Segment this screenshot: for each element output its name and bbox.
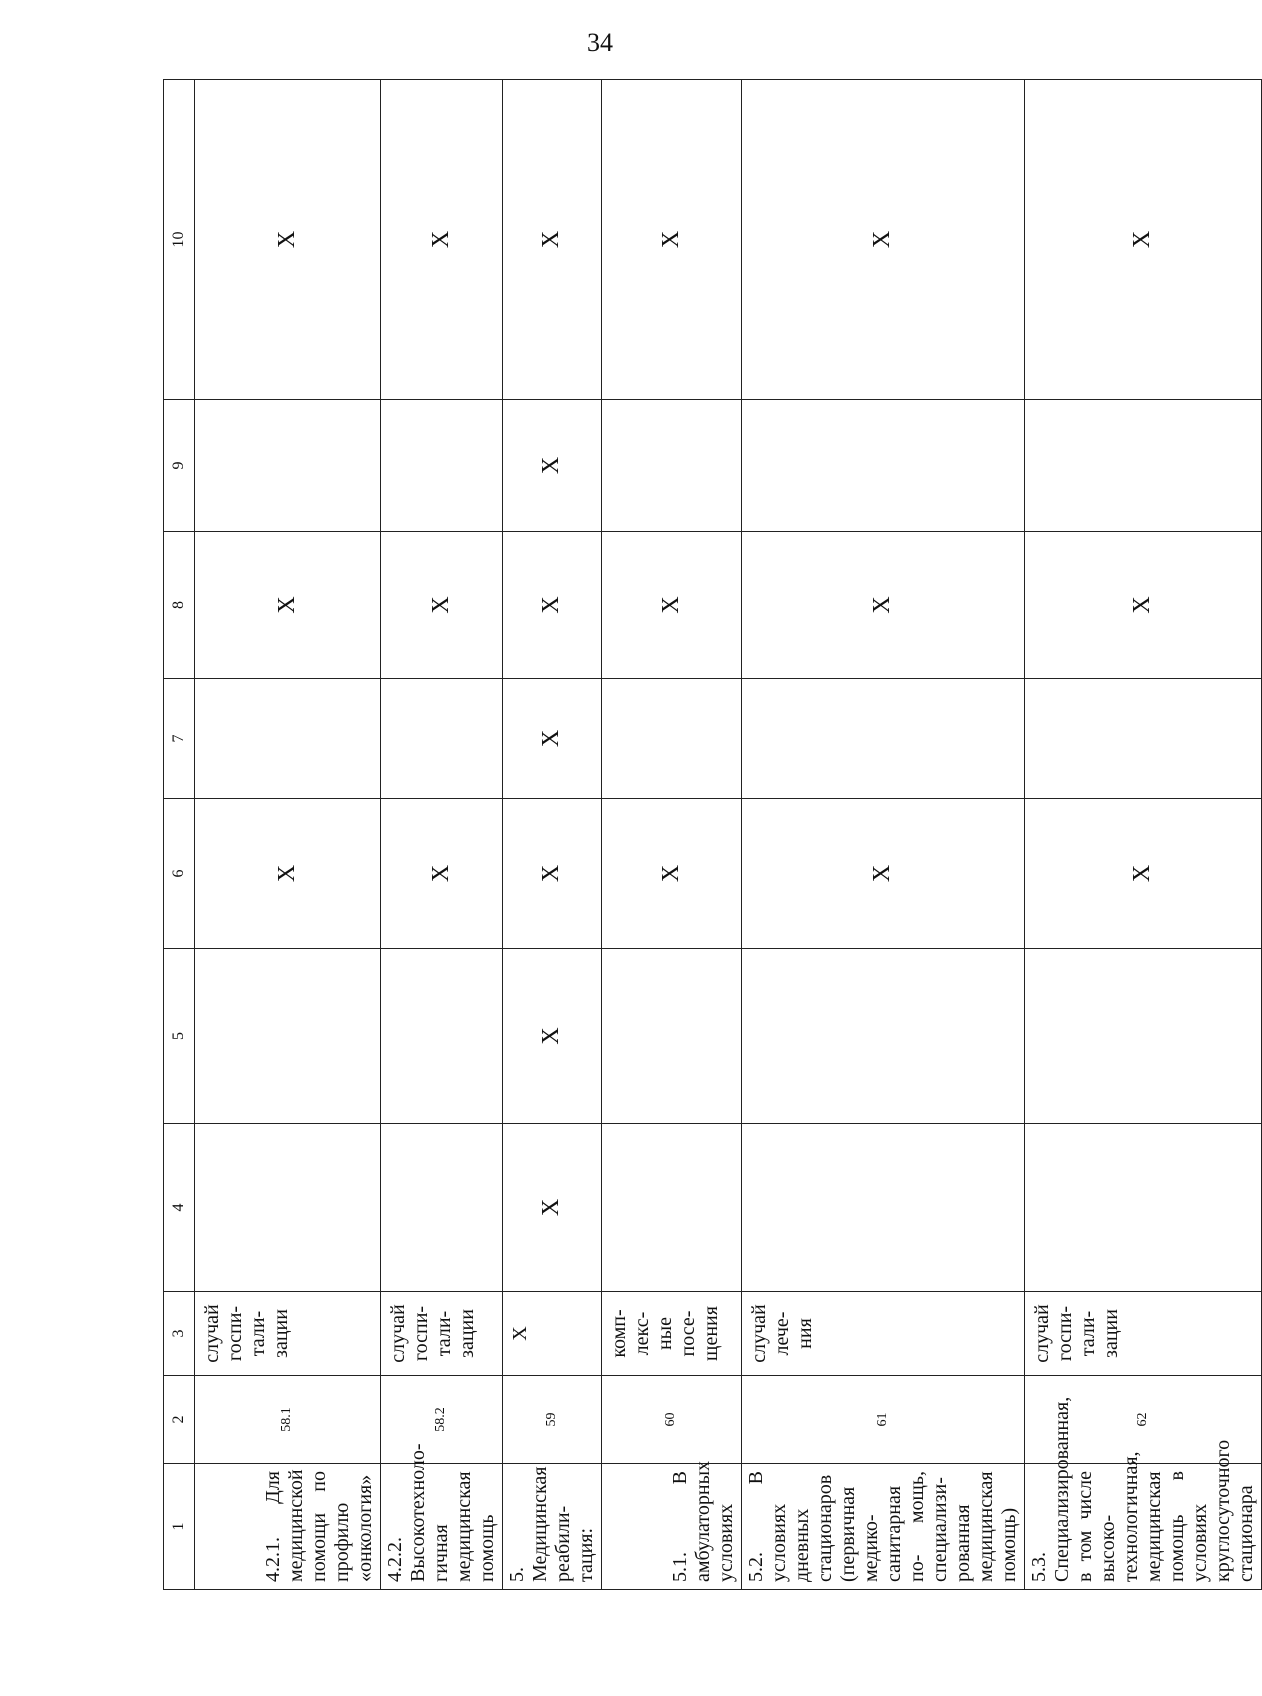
- header-row: [164, 80, 195, 1590]
- header-col-3: 3: [164, 1292, 195, 1376]
- header-col-8: 8: [164, 532, 195, 679]
- row-name-cell: 4.2.2. Высокотехноло- гичная медицинская помощь: [381, 1464, 503, 1590]
- header-col-2: 2: [164, 1376, 195, 1464]
- data-table: [163, 79, 1262, 1590]
- mark-cell: [1025, 679, 1262, 799]
- mark-cell: [195, 679, 381, 799]
- mark-cell: [195, 949, 381, 1124]
- mark-cell: X: [503, 949, 602, 1124]
- header-col-6: 6: [164, 799, 195, 949]
- row-name-cell: 5.2. В условиях дневных стационаров (первичная медико-санитарная по- мощь, специализи- рованная медицинская помощь): [742, 1464, 1025, 1590]
- row-code-cell: 59: [503, 1376, 602, 1464]
- mark-cell: [602, 1124, 742, 1292]
- row-name-cell: 5.3. Специализированная, в том числе высоко- технологичная, медицинская помощь в условиях круглосуточного стационара: [1025, 1464, 1262, 1590]
- mark-cell: [1025, 949, 1262, 1124]
- header-col-5: 5: [164, 949, 195, 1124]
- mark-cell: X: [381, 532, 503, 679]
- mark-cell: X: [742, 80, 1025, 400]
- mark-cell: X: [381, 799, 503, 949]
- row-unit-cell: комп- лекс- ные посе- щения: [602, 1292, 742, 1376]
- row-name-cell: 5. Медицинская реабили- тация:: [503, 1464, 602, 1590]
- header-col-7: 7: [164, 679, 195, 799]
- row-unit-cell: X: [503, 1292, 602, 1376]
- row-name-cell: 4.2.1. Для медицинской помощи по профилю «онкология»: [195, 1464, 381, 1590]
- row-code-cell: 61: [742, 1376, 1025, 1464]
- row-unit-cell: случай госпи- тали- зации: [1025, 1292, 1262, 1376]
- header-col-1: 1: [164, 1464, 195, 1590]
- mark-cell: X: [742, 799, 1025, 949]
- mark-cell: X: [503, 799, 602, 949]
- row-unit-cell: случай лече- ния: [742, 1292, 1025, 1376]
- row-unit-cell: случай госпи- тали- зации: [195, 1292, 381, 1376]
- header-col-4: 4: [164, 1124, 195, 1292]
- table-row: [381, 80, 503, 1590]
- mark-cell: [742, 1124, 1025, 1292]
- mark-cell: X: [503, 532, 602, 679]
- mark-cell: X: [381, 80, 503, 400]
- mark-cell: [742, 679, 1025, 799]
- mark-cell: X: [195, 80, 381, 400]
- row-code-cell: 60: [602, 1376, 742, 1464]
- mark-cell: [602, 400, 742, 532]
- mark-cell: [1025, 400, 1262, 532]
- table-row: [195, 80, 381, 1590]
- mark-cell: [195, 1124, 381, 1292]
- row-name-cell: 5.1. В амбулаторных условиях: [602, 1464, 742, 1590]
- table-row: [1025, 80, 1262, 1590]
- header-col-9: 9: [164, 400, 195, 532]
- mark-cell: X: [195, 532, 381, 679]
- mark-cell: X: [1025, 80, 1262, 400]
- table-row: [503, 80, 602, 1590]
- row-unit-cell: случай госпи- тали- зации: [381, 1292, 503, 1376]
- table-row: [742, 80, 1025, 1590]
- header-col-10: 10: [164, 80, 195, 400]
- mark-cell: X: [602, 532, 742, 679]
- mark-cell: X: [1025, 799, 1262, 949]
- row-code-cell: 62: [1025, 1376, 1262, 1464]
- row-code-cell: 58.2: [381, 1376, 503, 1464]
- mark-cell: X: [503, 1124, 602, 1292]
- mark-cell: X: [503, 400, 602, 532]
- table-row: [602, 80, 742, 1590]
- page-number: 34: [587, 28, 613, 57]
- mark-cell: [602, 949, 742, 1124]
- mark-cell: [381, 400, 503, 532]
- mark-cell: [742, 400, 1025, 532]
- mark-cell: [195, 400, 381, 532]
- mark-cell: X: [742, 532, 1025, 679]
- mark-cell: [742, 949, 1025, 1124]
- mark-cell: X: [602, 799, 742, 949]
- mark-cell: X: [503, 679, 602, 799]
- row-code-cell: 58.1: [195, 1376, 381, 1464]
- mark-cell: [602, 679, 742, 799]
- mark-cell: X: [1025, 532, 1262, 679]
- mark-cell: [381, 1124, 503, 1292]
- mark-cell: [381, 679, 503, 799]
- mark-cell: [381, 949, 503, 1124]
- mark-cell: X: [195, 799, 381, 949]
- mark-cell: [1025, 1124, 1262, 1292]
- mark-cell: X: [503, 80, 602, 400]
- rotated-table-container: [163, 80, 1257, 1590]
- mark-cell: X: [602, 80, 742, 400]
